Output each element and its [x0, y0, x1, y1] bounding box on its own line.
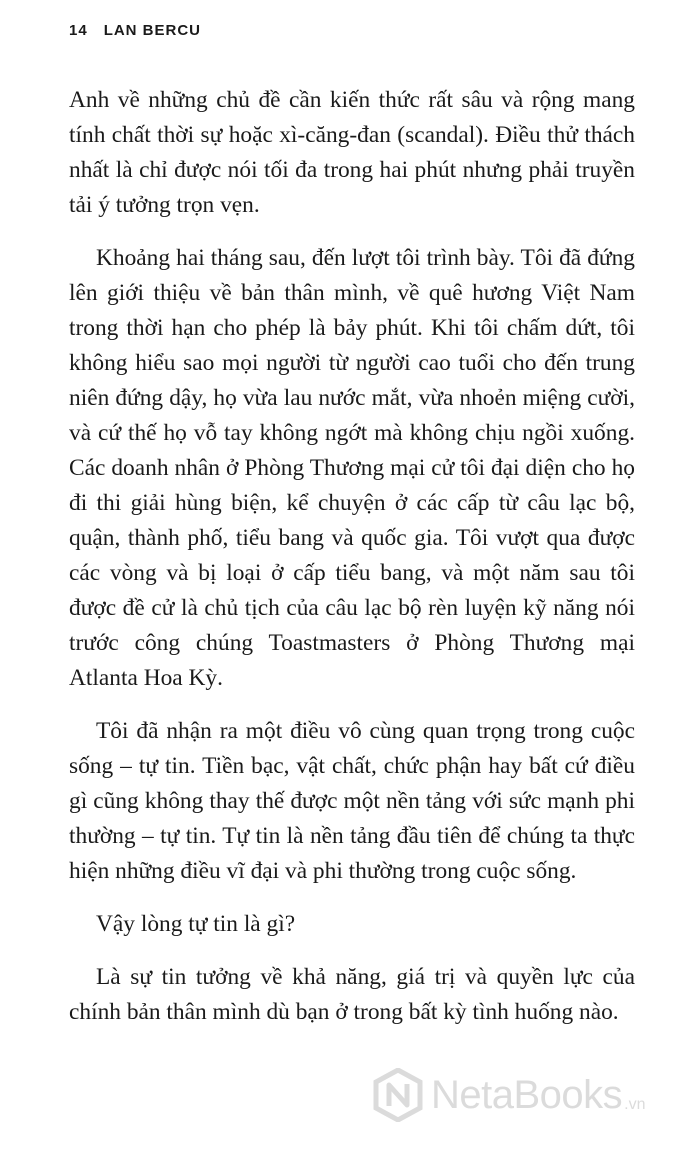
paragraph-definition: Là sự tin tưởng về khả năng, giá trị và quyền lực của chính bản thân mình dù bạn ở trong bất kỳ tình huống nào. [69, 964, 635, 1025]
body-text [69, 83, 635, 1048]
watermark-suffix: .vn [624, 1096, 646, 1113]
page-number: 14 [69, 22, 88, 39]
paragraph-continuation: Anh về những chủ đề cần kiến thức rất sâu và rộng mang tính chất thời sự hoặc xì-căng-đan (scandal). Điều thử thách nhất là chỉ được nói tối đa trong hai phút nhưng phải truyền tải ý tưởng trọn vẹn. [69, 87, 635, 218]
netabooks-logo-icon [373, 1068, 423, 1122]
watermark-name: NetaBooks [431, 1072, 623, 1117]
running-header [69, 22, 201, 39]
watermark [373, 1068, 646, 1122]
paragraph-question: Vậy lòng tự tin là gì? [96, 911, 296, 937]
author-name: LAN BERCU [103, 22, 202, 39]
paragraph-presentation: Khoảng hai tháng sau, đến lượt tôi trình bày. Tôi đã đứng lên giới thiệu về bản thân mình, về quê hương Việt Nam trong thời hạn cho phép là bảy phút. Khi tôi chấm dứt, tôi không hiểu sao mọi người từ người cao tuổi cho đến trung niên đứng dậy, họ vừa lau nước mắt, vừa nhoẻn miệng cười, và cứ thế họ vỗ tay không ngớt mà không chịu ngồi xuống. Các doanh nhân ở Phòng Thương mại cử tôi đại diện cho họ đi thi giải hùng biện, kể chuyện ở các cấp từ câu lạc bộ, quận, thành phố, tiểu bang và quốc gia. Tôi vượt qua được các vòng và bị loại ở cấp tiểu bang, và một năm sau tôi được đề cử là chủ tịch của câu lạc bộ rèn luyện kỹ năng nói trước công chúng Toastmasters ở Phòng Thương mại Atlanta Hoa Kỳ. [69, 245, 635, 691]
paragraph-self-confidence: Tôi đã nhận ra một điều vô cùng quan trọng trong cuộc sống – tự tin. Tiền bạc, vật chất, chức phận hay bất cứ điều gì cũng không thay thế được một nền tảng với sức mạnh phi thường – tự tin. Tự tin là nền tảng đầu tiên để chúng ta thực hiện những điều vĩ đại và phi thường trong cuộc sống. [69, 718, 635, 884]
